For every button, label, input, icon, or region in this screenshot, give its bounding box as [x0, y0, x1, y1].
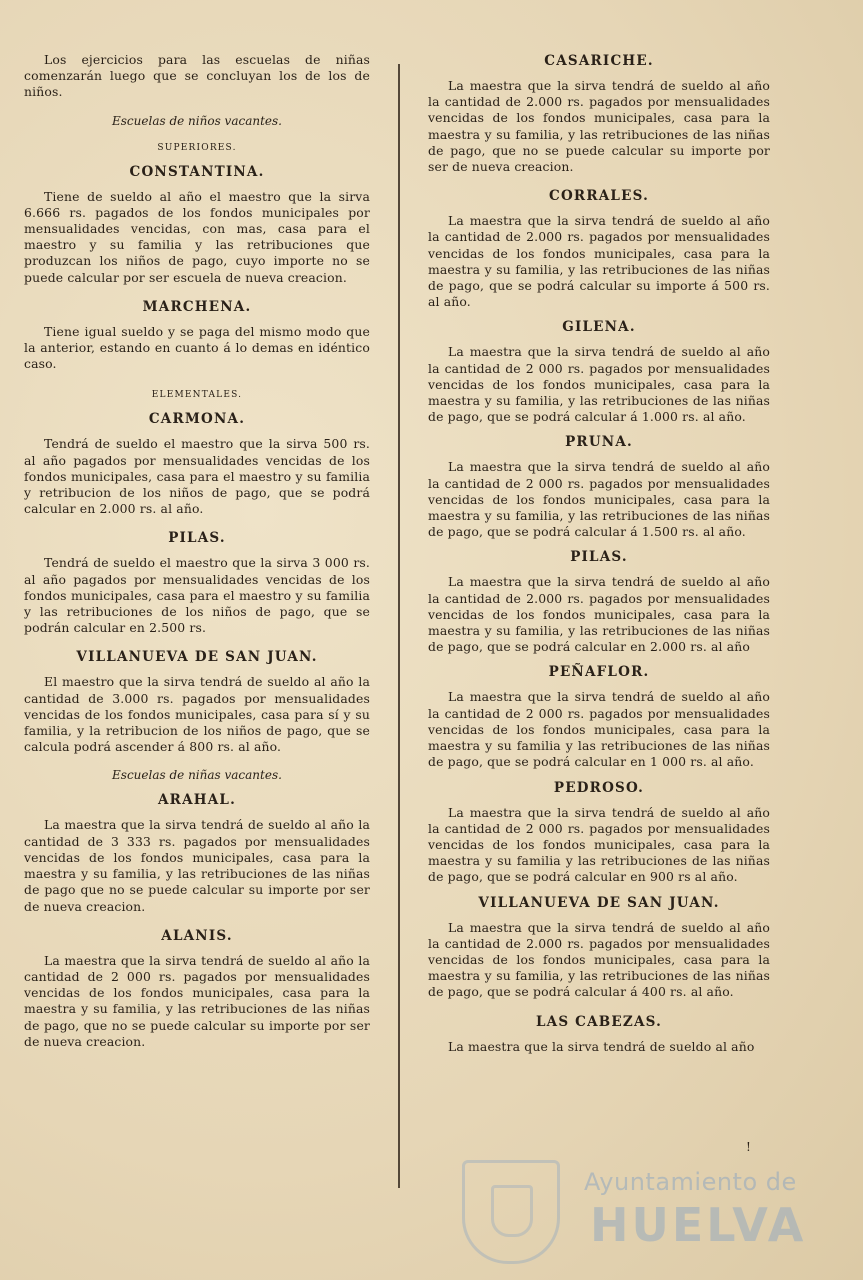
heading-pruna: PRUNA. [565, 434, 633, 451]
heading-villanueva-right: VILLANUEVA DE SAN JUAN. [478, 894, 720, 911]
section-vacantes-ninas: Escuelas de niñas vacantes. [112, 768, 282, 783]
paragraph-casariche: La maestra que la sirva tendrá de sueldo al año la cantidad de 2.000 rs. pagados por mensualidades vencidas de los fondos municipales, casa para la maestra y su familia, y las retribuciones de las niñas de pago, que no se puede calcular su importe por ser de nueva creacion. [428, 78, 770, 175]
heading-villanueva-left: VILLANUEVA DE SAN JUAN. [76, 649, 318, 666]
paragraph-pilas-right: La maestra que la sirva tendrá de sueldo al año la cantidad de 2.000 rs. pagados por mensualidades vencidas de los fondos municipales, casa para la maestra y su familia, y las retribuciones de las niñas de pago, que se podrá calcular en 2.000 rs. al año [428, 574, 770, 655]
paragraph-villanueva-right: La maestra que la sirva tendrá de sueldo al año la cantidad de 2.000 rs. pagados por mensualidades vencidas de los fondos municipales, casa para la maestra y su familia, y las retribuciones de las niñas de pago, que se podrá calcular á 400 rs. al año. [428, 919, 770, 1000]
column-divider [398, 64, 400, 1188]
heading-casariche: CASARICHE. [544, 53, 654, 69]
paragraph-marchena: Tiene igual sueldo y se paga del mismo modo que la anterior, estando en cuanto á lo demas en idéntico caso. [24, 323, 370, 372]
heading-marchena: MARCHENA. [142, 298, 252, 315]
paragraph-arahal: La maestra que la sirva tendrá de sueldo al año la cantidad de 3 333 rs. pagados por mensualidades vencidas de los fondos municipales, casa para la maestra y su familia, y las retribuciones de las niñas de pago que no se puede calcular su importe por ser de nueva creacion. [24, 817, 370, 914]
paragraph-villanueva-left: El maestro que la sirva tendrá de sueldo al año la cantidad de 3.000 rs. pagados por mensualidades vencidas de los fondos municipales, casa para sí y su familia, y la retribucion de los niños de pago, que se calcula podrá ascender á 800 rs. al año. [24, 674, 370, 755]
heading-constantina: CONSTANTINA. [129, 163, 265, 180]
watermark [462, 1150, 807, 1260]
watermark-line1: Ayuntamiento de [584, 1168, 797, 1196]
heading-pedroso: PEDROSO. [553, 779, 645, 796]
subsection-elementales: ELEMENTALES. [151, 390, 243, 401]
watermark-seal-icon [462, 1160, 560, 1264]
paragraph-gilena: La maestra que la sirva tendrá de sueldo al año la cantidad de 2 000 rs. pagados por mensualidades vencidas de los fondos municipales, casa para la maestra y su familia, y las retribuciones de las niñas de pago, que se podrá calcular á 1.000 rs. al año. [428, 344, 770, 425]
heading-corrales: CORRALES. [549, 188, 649, 205]
heading-pilas-left: PILAS. [168, 530, 226, 547]
intro-paragraph: Los ejercicios para las escuelas de niñas comenzarán luego que se concluyan los de los de niños. [24, 52, 370, 100]
paragraph-pedroso: La maestra que la sirva tendrá de sueldo al año la cantidad de 2 000 rs. pagados por mensualidades vencidas de los fondos municipales, casa para la maestra y su familia y las retribuciones de las niñas de pago, que se podrá calcular en 900 rs al año. [428, 804, 770, 885]
paragraph-alanis: La maestra que la sirva tendrá de sueldo al año la cantidad de 2 000 rs. pagados por mensualidades vencidas de los fondos municipales, casa para la maestra y su familia, y las retribuciones de las niñas de pago, que no se puede calcular su importe por ser de nueva creacion. [24, 952, 370, 1049]
paragraph-pilas-left: Tendrá de sueldo el maestro que la sirva 3 000 rs. al año pagados por mensualidades vencidas de los fondos municipales, casa para el maestro y su familia y las retribuciones de los niños de pago, que se podrán calcular en 2.500 rs. [24, 555, 370, 636]
paragraph-constantina: Tiene de sueldo al año el maestro que la sirva 6.666 rs. pagados de los fondos municipales por mensualidades vencidas, con mas, casa para el maestro y su familia y las retribuciones que produzcan los niños de pago, cuyo importe no se puede calcular por ser escuela de nueva creacion. [24, 188, 370, 285]
heading-alanis: ALANIS. [161, 927, 233, 944]
heading-carmona: CARMONA. [148, 411, 246, 428]
paragraph-las-cabezas: La maestra que la sirva tendrá de sueldo al año [448, 1038, 755, 1054]
heading-las-cabezas: LAS CABEZAS. [535, 1013, 663, 1030]
paragraph-penaflor: La maestra que la sirva tendrá de sueldo al año la cantidad de 2 000 rs. pagados por mensualidades vencidas de los fondos municipales, casa para la maestra y su familia y las retribuciones de las niñas de pago, que se podrá calcular en 1 000 rs. al año. [428, 689, 770, 770]
subsection-superiores: SUPERIORES. [157, 142, 237, 153]
right-column [428, 52, 770, 1055]
section-vacantes-ninos: Escuelas de niños vacantes. [112, 113, 282, 128]
heading-penaflor: PEÑAFLOR. [548, 664, 650, 681]
left-column [24, 52, 370, 1050]
heading-gilena: GILENA. [562, 319, 636, 336]
heading-pilas-right: PILAS. [570, 549, 628, 566]
heading-arahal: ARAHAL. [158, 792, 236, 809]
paragraph-corrales: La maestra que la sirva tendrá de sueldo al año la cantidad de 2.000 rs. pagados por mensualidades vencidas de los fondos municipales, casa para la maestra y su familia, y las retribuciones de las niñas de pago, que se podrá calcular su importe á 500 rs. al año. [428, 213, 770, 310]
paragraph-pruna: La maestra que la sirva tendrá de sueldo al año la cantidad de 2 000 rs. pagados por mensualidades vencidas de los fondos municipales, casa para la maestra y su familia, y las retribuciones de las niñas de pago, que se podrá calcular á 1.500 rs. al año. [428, 459, 770, 540]
stray-mark: ! [746, 1140, 751, 1154]
paragraph-carmona: Tendrá de sueldo el maestro que la sirva 500 rs. al año pagados por mensualidades vencidas de los fondos municipales, casa para el maestro y su familia y retribucion de los niños de pago, que se podrá calcular en 2.000 rs. al año. [24, 436, 370, 517]
watermark-line2: HUELVA [590, 1198, 807, 1252]
